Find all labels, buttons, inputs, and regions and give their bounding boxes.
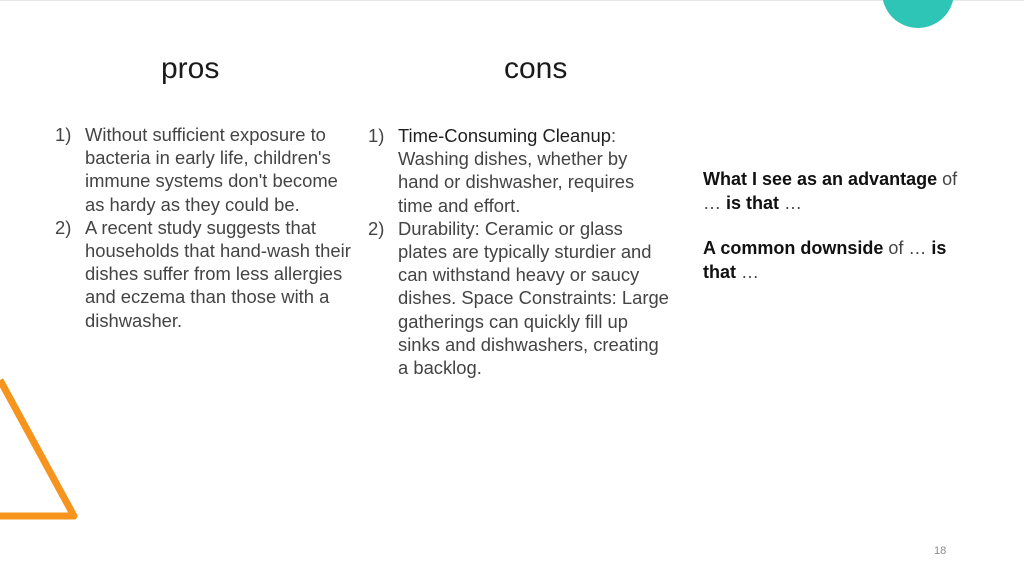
cons-item-separator: : <box>610 125 617 146</box>
pros-item-text: A recent study suggests that households that hand-wash their dishes suffer from less allergies and eczema than those with a dishwasher. <box>85 216 351 331</box>
advantage-starter-ellipsis: … <box>703 192 727 213</box>
cons-item-text: Durability: Ceramic or glass plates are typically sturdier and can withstand heavy or saucy dishes. Space Constraints: Large gatherings can quickly fill up sinks and dishwashers, creating a backlog. <box>398 217 669 379</box>
downside-starter-bold: A common downside <box>703 238 884 258</box>
pros-item-text: Without sufficient exposure to bacteria in early life, children's immune systems don't become as hardy as they could be. <box>85 124 338 215</box>
pros-list <box>55 123 360 332</box>
list-number: 2) <box>368 217 385 239</box>
cons-list <box>368 124 673 379</box>
downside-starter-bold-2: is <box>931 238 947 258</box>
advantage-starter-bold-2: is that <box>726 192 780 213</box>
list-number: 2) <box>55 216 72 238</box>
orange-triangle-decoration <box>0 370 90 530</box>
teal-circle-decoration <box>882 0 954 28</box>
cons-item <box>368 217 673 379</box>
pros-item <box>55 123 360 216</box>
downside-starter <box>703 237 993 284</box>
cons-item-title: Time-Consuming Cleanup <box>398 125 611 146</box>
cons-item-text: Washing dishes, whether by hand or dishwasher, requires time and effort. <box>398 148 635 216</box>
page-number: 18 <box>934 545 947 557</box>
advantage-starter-ellipsis-2: … <box>779 192 803 213</box>
top-border <box>0 0 1024 1</box>
list-number: 1) <box>55 124 72 145</box>
list-number: 1) <box>368 125 385 146</box>
advantage-starter <box>703 168 993 215</box>
advantage-starter-bold: What I see as an advantage <box>703 169 938 189</box>
sentence-starters <box>703 168 993 284</box>
pros-item <box>55 216 360 332</box>
advantage-starter-text: of <box>937 169 958 189</box>
downside-starter-bold-3: that <box>703 261 736 282</box>
cons-heading: cons <box>504 52 568 85</box>
downside-starter-text: of … <box>883 238 932 258</box>
downside-starter-ellipsis: … <box>736 261 760 282</box>
pros-heading: pros <box>161 52 220 85</box>
cons-item <box>368 124 673 217</box>
